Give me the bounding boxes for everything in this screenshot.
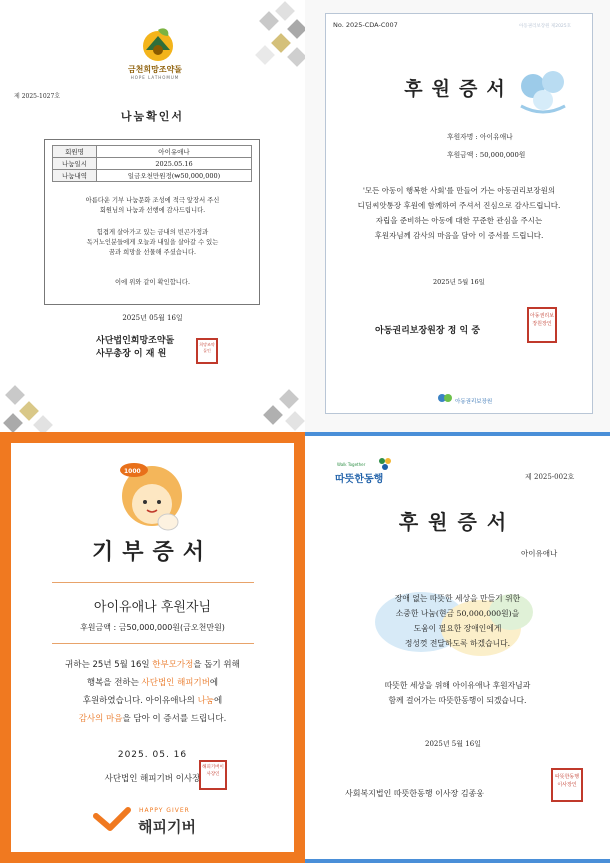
donor-name: 아이유애나 후원자님: [93, 600, 212, 615]
text-line: 자립을 준비하는 아동에 대한 꾸준한 관심을 주시는: [375, 216, 543, 225]
table-label: 회원명: [53, 146, 97, 158]
paragraph-confirm: 이에 위와 같이 확인합니다.: [115, 279, 190, 286]
certificate-title: 나눔확인서: [120, 110, 185, 123]
document-number: 제 2025-002호: [525, 473, 575, 481]
issuer-org: 사단법인희망조약돌: [96, 336, 175, 346]
paragraph-together: [305, 678, 610, 708]
table-row: [53, 146, 252, 158]
table-value: 2025.05.16: [97, 158, 252, 170]
text-line: 귀하는 25년 5월 16일 한부모가정을 돕기 위해: [65, 660, 240, 670]
text-line: 독거노인분들에게 오늘과 내일을 살아갈 수 있는: [86, 239, 219, 246]
official-seal: 희망조약돌인: [196, 338, 218, 364]
official-seal: 해피기버이사장인: [199, 760, 227, 790]
logo-subtext: HOPE LATHOMUM: [130, 75, 180, 80]
issuer-name: 사무총장 이 재 원: [96, 349, 167, 359]
text-line: 정성껏 전달하도록 하겠습니다.: [404, 639, 511, 648]
paragraph-thanks: [0, 656, 305, 728]
text-line: 힘겹게 살아가고 있는 금내의 빈곤가정과: [96, 229, 209, 236]
divider: [52, 643, 254, 644]
text-line: 장애 없는 따뜻한 세상을 만들기 위한: [394, 594, 521, 603]
top-accent-bar: [305, 432, 610, 436]
table-label: 나눔일시: [53, 158, 97, 170]
text-line: 디딤씨앗통장 후원에 함께하여 주셔서 진심으로 감사드립니다.: [357, 201, 561, 210]
text-line: '모든 아동이 행복한 사회'를 만들어 가는 아동권리보장원의: [362, 186, 556, 195]
certificate-warm-companion: [305, 432, 610, 863]
text-line: 소중한 나눔(현금 50,000,000원)을: [395, 609, 520, 618]
text-line: 행복을 전하는 사단법인 해피기버에: [86, 678, 219, 688]
certificate-title: 후원증서: [404, 78, 514, 100]
table-label: 나눔내역: [53, 170, 97, 182]
mascot-badge: 1000: [124, 468, 141, 475]
certificate-happy-giver: [0, 432, 305, 863]
footer-logo-text: 아동권리보장원: [455, 399, 493, 405]
mascot-illustration-icon: [106, 456, 196, 536]
document-number: 제 2025-1027호: [14, 93, 61, 100]
text-line: 감사의 마음을 담아 이 증서를 드립니다.: [78, 714, 227, 724]
donation-amount: 후원금액 : 금50,000,000원(금오천만원): [80, 623, 225, 632]
child-rights-logo-icon: [437, 392, 453, 404]
table-value: 일금오천만원정(₩50,000,000): [97, 170, 252, 182]
text-line: 후원자님께 감사의 마음을 담아 이 증서를 드립니다.: [374, 231, 544, 240]
issuer: 아동권리보장원장 정 익 중: [375, 326, 481, 336]
certificate-child-rights: [305, 0, 610, 432]
issue-date: 2025년 5월 16일: [425, 740, 481, 748]
official-seal: 따뜻한동행이사장인: [551, 768, 583, 802]
paragraph-promise: [305, 591, 610, 651]
document-number: No. 2025-CDA-C007: [333, 21, 398, 29]
donation-info-table: [52, 145, 252, 182]
text-line: 함께 걸어가는 따뜻한동행이 되겠습니다.: [388, 696, 527, 705]
issue-date: 2025. 05. 16: [117, 750, 188, 760]
logo-text-en: HAPPY GIVER: [139, 807, 190, 814]
text-line: 아름다운 기부 나눔문화 조성에 적극 앞장서 주신: [85, 197, 220, 204]
certificate-hope-pebble: [0, 0, 305, 432]
official-seal: 아동권리보장원장인: [527, 307, 557, 343]
paragraph-gift: [50, 228, 255, 258]
warm-companion-logo-icon: [377, 456, 393, 472]
certificate-title: 기부증서: [91, 540, 213, 565]
text-line: 회원님의 나눔과 선행에 감사드립니다.: [99, 207, 206, 214]
divider: [52, 582, 254, 583]
table-value: 아이유애나: [97, 146, 252, 158]
certificate-title: 후원증서: [398, 510, 517, 534]
logo-text: 금천희망조약돌: [127, 65, 183, 74]
text-line: 따뜻한 세상을 위해 아이유애나 후원자님과: [384, 681, 531, 690]
issuer: [96, 335, 174, 361]
recipient-name: 아이유애나: [521, 549, 558, 558]
paragraph-thanks: [325, 183, 593, 243]
sponsor-amount: 후원금액 : 50,000,000원: [447, 151, 526, 159]
issue-date: 2025년 05월 16일: [122, 314, 183, 322]
paragraph-thanks: [50, 196, 255, 216]
issue-date: 2025년 5월 16일: [433, 278, 485, 286]
issuer: 사단법인 해피기버 이사장: [104, 774, 201, 784]
logo-text-ko: 따뜻한동행: [335, 474, 384, 485]
logo-text-ko: 해피기버: [138, 818, 196, 836]
bottom-accent-bar: [305, 859, 610, 863]
hope-pebble-logo-icon: [138, 24, 178, 64]
issuer: 사회복지법인 따뜻한동행 이사장 김종웅: [345, 789, 485, 798]
table-row: [53, 170, 252, 182]
sponsor-name: 후원자명 : 아이유애나: [447, 133, 513, 141]
document-number-faint: 아동권리보장원 제2025호: [519, 24, 572, 29]
text-line: 후원하였습니다. 아이유애나의 나눔에: [82, 696, 223, 706]
text-line: 도움이 필요한 장애인에게: [413, 624, 502, 633]
logo-text-en: Walk Together: [337, 462, 366, 467]
table-row: [53, 158, 252, 170]
text-line: 꿈과 희망을 선물해 주셨습니다.: [108, 249, 197, 256]
happy-giver-logo-icon: [92, 806, 132, 832]
